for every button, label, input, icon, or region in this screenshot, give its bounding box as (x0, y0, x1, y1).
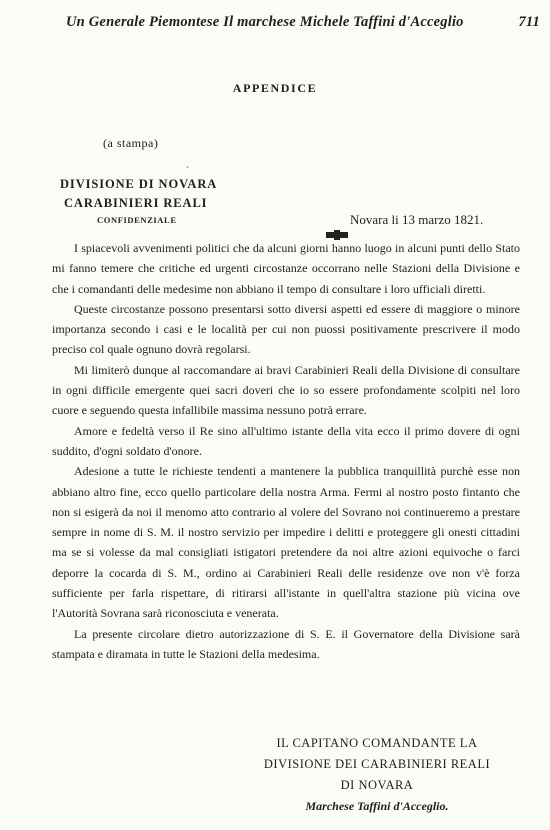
sender-division: DIVISIONE DI NOVARA (60, 177, 218, 191)
header-title: Un Generale Piemontese Il marchese Michele Taffini d'Acceglio (66, 14, 464, 30)
paragraph: Adesione a tutte le richieste tendenti a mantenere la pubblica tranquillità purchè esse non abbiano altro fine, ecco quello particolare della nostra Arma. Fermi al nostro posto fintanto che non si esigerà da noi il menomo atto contrario al volere del Sovrano noi continueremo a prestare sempre in nome di S. M. il nostro servizio per impedire i delitti e proteggere gli onesti cittadini ma se si volesse da mal consigliati istigatori pretendere da noi altre azioni equivoche o farci deporre la cocarda di S. M., ordino ai Carabinieri Reali delle residenze ove non v'è forza sufficiente per farla rispettare, di ritirarsi all'istante in quell'altra stazione più vicina ove l'Autorità Sovrana sarà riconosciuta e venerata. (52, 464, 520, 621)
appendix-title: APPENDICE (232, 81, 318, 95)
confidential-label: CONFIDENZIALE (97, 215, 177, 225)
running-header (66, 14, 540, 31)
paragraph: Amore e fedeltà verso il Re sino all'ultimo istante della vita ecco il primo dovere di ogni suddito, d'ogni soldato d'onore. (52, 423, 520, 458)
paragraph: I spiacevoli avvenimenti politici che da alcuni giorni hanno luogo in alcuni punti dello Stato mi fanno temere che critiche ed urgenti circostanze occorrano nelle Stazioni della Divisione e che i comandanti delle medesime non abbiano il tempo di consultare i loro ufficiali diretti. (52, 241, 520, 296)
paragraph: Mi limiterò dunque al raccomandare ai bravi Carabinieri Reali della Divisione di consultare in ogni difficile emergente quei sacri doveri che io so essere profondamente scolpiti nel loro cuore e seguendo questa infallibile massima nessuno potrà errare. (52, 362, 520, 418)
signature-title: IL CAPITANO COMANDANTE LA (276, 736, 478, 750)
ink-mark: ˎ (186, 158, 189, 168)
print-note: (a stampa) (103, 136, 159, 150)
paragraph: Queste circostanze possono presentarsi sotto diversi aspetti ed essere di maggiore o minore importanza secondo i casi e le località per cui non puossi positivamente prescrivere il modo preciso col quale ognuno dovrà regolarsi. (52, 301, 520, 357)
letter-body (52, 238, 520, 664)
paragraph: La presente circolare dietro autorizzazione di S. E. il Governatore della Divisione sarà stampata e diramata in tutte le Stazioni della medesima. (52, 626, 520, 661)
sender-block (60, 175, 217, 213)
signature-division: DIVISIONE DEI CARABINIERI REALI (263, 757, 491, 771)
sender-corps: CARABINIERI REALI (64, 196, 208, 210)
signature-name: Marchese Taffini d'Acceglio. (305, 799, 449, 813)
dateline: Novara li 13 marzo 1821. (350, 212, 484, 227)
signature-block (232, 733, 522, 817)
page-number: 711 (518, 14, 540, 30)
signature-city: DI NOVARA (340, 778, 414, 792)
